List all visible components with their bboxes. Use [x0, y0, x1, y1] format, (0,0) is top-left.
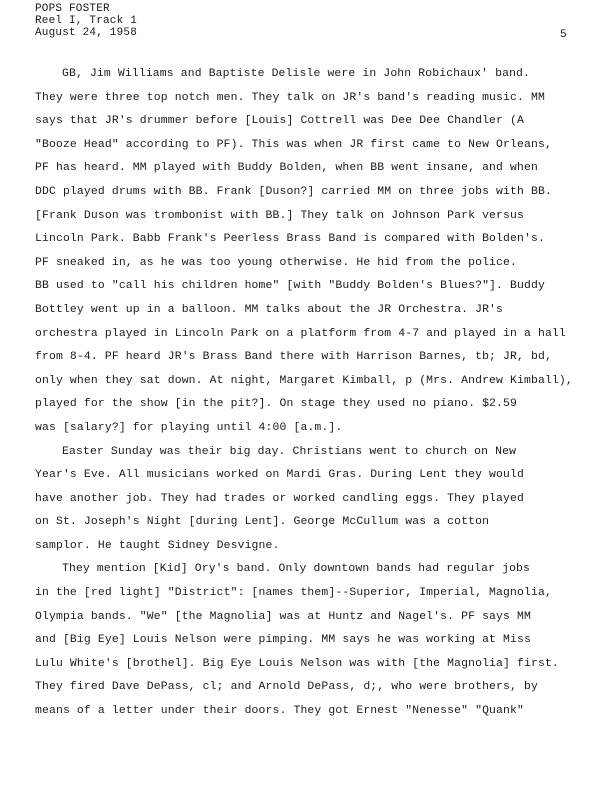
text-line: PF sneaked in, as he was too young otherwise. He hid from the police.	[35, 256, 517, 269]
transcript-body	[35, 63, 600, 724]
text-line: from 8-4. PF heard JR's Brass Band there with Harrison Barnes, tb; JR, bd,	[35, 351, 552, 364]
text-line: played for the show [in the pit?]. On stage they used no piano. $2.59	[35, 398, 517, 411]
text-line: They mention [Kid] Ory's band. Only downtown bands had regular jobs	[62, 563, 531, 576]
text-line: Lulu White's [brothel]. Big Eye Louis Nelson was with [the Magnolia] first.	[35, 657, 559, 670]
header-reel: Reel I, Track 1	[35, 15, 138, 27]
text-line: orchestra played in Lincoln Park on a platform from 4-7 and played in a hall	[35, 327, 566, 340]
text-line: means of a letter under their doors. They got Ernest "Nenesse" "Quank"	[35, 705, 524, 718]
text-line: GB, Jim Williams and Baptiste Delisle were in John Robichaux' band.	[62, 68, 531, 80]
text-line: Bottley went up in a balloon. MM talks about the JR Orchestra. JR's	[35, 303, 504, 316]
text-line: was [salary?] for playing until 4:00 [a.m.].	[35, 421, 343, 434]
text-line: says that JR's drummer before [Louis] Cottrell was Dee Dee Chandler (A	[35, 115, 524, 128]
text-line: in the [red light] "District": [names them]--Superior, Imperial, Magnolia,	[35, 587, 552, 600]
header-date: August 24, 1958	[35, 27, 138, 39]
text-line: DDC played drums with BB. Frank [Duson?] carried MM on three jobs with BB.	[35, 185, 552, 198]
text-line: They fired Dave DePass, cl; and Arnold DePass, d;, who were brothers, by	[35, 681, 538, 694]
text-line: Lincoln Park. Babb Frank's Peerless Brass Band is compared with Bolden's.	[35, 233, 545, 246]
text-line: Olympia bands. "We" [the Magnolia] was at Huntz and Nagel's. PF says MM	[35, 610, 531, 623]
text-line: They were three top notch men. They talk on JR's band's reading music. MM	[35, 91, 545, 104]
page-number: 5	[560, 29, 567, 41]
text-line: "Booze Head" according to PF). This was when JR first came to New Orleans,	[35, 138, 552, 151]
text-line: Year's Eve. All musicians worked on Mardi Gras. During Lent they would	[35, 469, 524, 482]
text-line: on St. Joseph's Night [during Lent]. George McCullum was a cotton	[35, 516, 490, 529]
document-header	[35, 3, 137, 39]
text-line: and [Big Eye] Louis Nelson were pimping. MM says he was working at Miss	[35, 634, 531, 647]
text-line: BB used to "call his children home" [with "Buddy Bolden's Blues?"]. Buddy	[35, 280, 545, 293]
text-line: [Frank Duson was trombonist with BB.] They talk on Johnson Park versus	[35, 209, 524, 222]
header-name: POPS FOSTER	[35, 3, 110, 15]
text-line: PF has heard. MM played with Buddy Bolden, when BB went insane, and when	[35, 162, 538, 175]
text-line: Easter Sunday was their big day. Christians went to church on New	[62, 445, 517, 458]
text-line: only when they sat down. At night, Margaret Kimball, p (Mrs. Andrew Kimball),	[35, 374, 573, 387]
text-line: samplor. He taught Sidney Desvigne.	[35, 539, 280, 552]
text-line: have another job. They had trades or worked candling eggs. They played	[35, 492, 524, 505]
